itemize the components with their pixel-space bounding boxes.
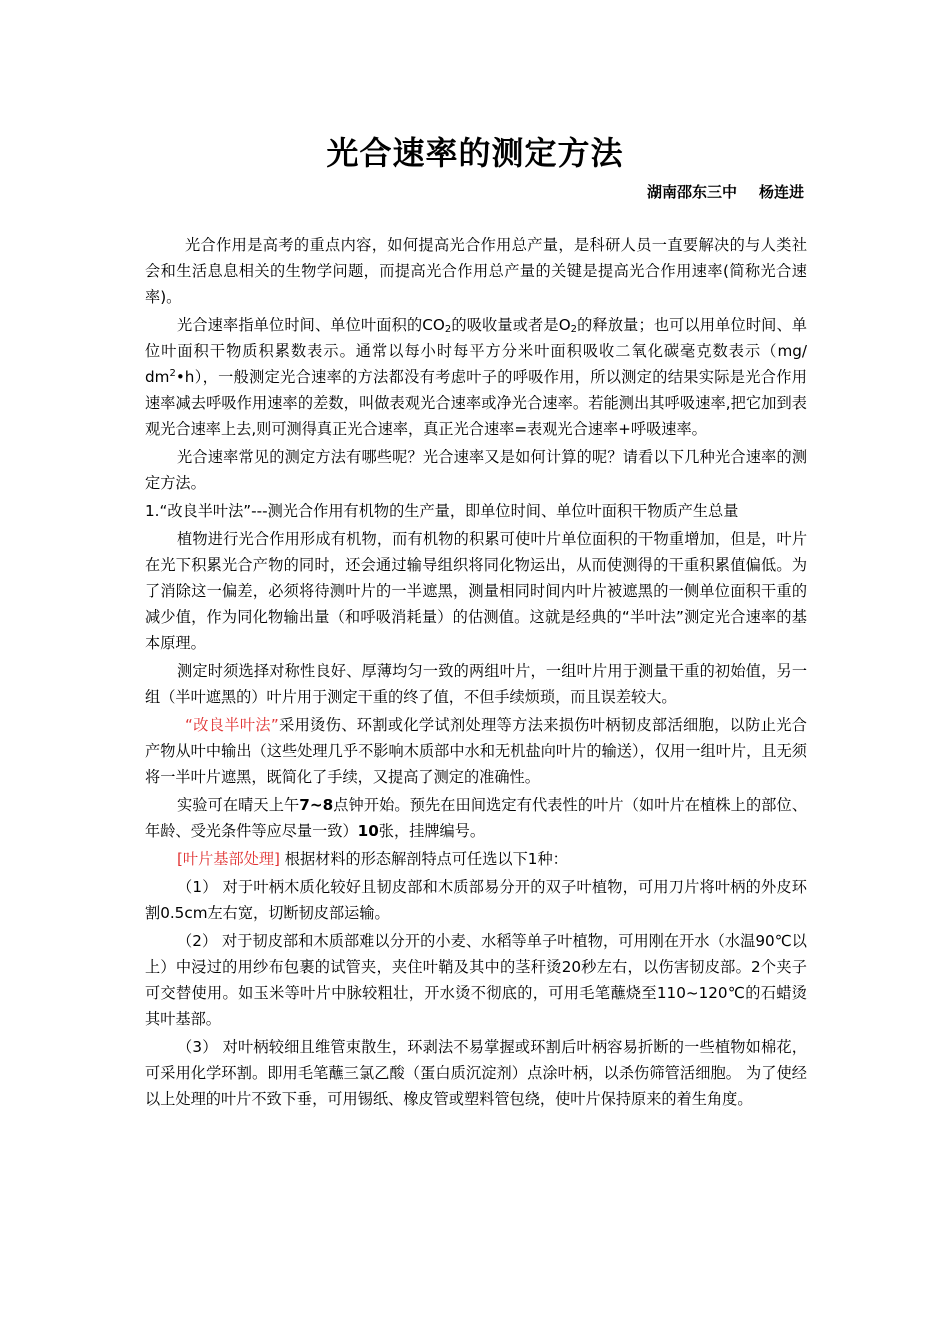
paragraph-experiment-start — [145, 792, 807, 844]
text-segment: 点钟开始。预先在田间选定有代表性的叶片（如叶片在植株上的部位、年龄、受光条件等应尽量一致） — [145, 796, 808, 840]
text-segment: 光合速率指单位时间、单位叶面积的CO — [177, 316, 445, 334]
subscript: 2 — [570, 324, 578, 335]
paragraph-intro: 光合作用是高考的重点内容，如何提高光合作用总产量，是科研人员一直要解决的与人类社会和生活息息相关的生物学问题，而提高光合作用总产量的关键是提高光合作用速率(简称光合速率)。 — [145, 236, 807, 306]
highlight-term: [叶片基部处理] — [177, 850, 280, 868]
author-school: 湖南邵东三中 — [646, 183, 737, 201]
text-segment: •h），一般测定光合速率的方法都没有考虑叶子的呼吸作用，所以测定的结果实际是光合作用速率减去呼吸作用速率的差数，叫做表观光合速率或净光合速率。若能测出其呼吸速率,把它加到表观光合速率上去,则可测得真正光合速率，真正光合速率=表观光合速率+呼吸速率。 — [145, 368, 807, 438]
superscript: 2 — [169, 367, 176, 379]
list-item-3: （3） 对叶柄较细且维管束散生，环剥法不易掌握或环割后叶柄容易折断的一些植物如棉花，可采用化学环割。即用毛笔蘸三氯乙酸（蛋白质沉淀剂）点涂叶柄，以杀伤筛管活细胞。 为了使经以上处理的叶片不致下垂，可用锡纸、橡皮管或塑料管包绕，使叶片保持原来的着生角度。 — [145, 1038, 807, 1108]
subscript: 2 — [444, 324, 452, 335]
paragraph-definition — [145, 312, 807, 442]
paragraph-improved-method — [145, 712, 807, 790]
paragraph-principle: 植物进行光合作用形成有机物，而有机物的积累可使叶片单位面积的干物重增加，但是，叶片在光下积累光合产物的同时，还会通过输导组织将同化物运出，从而使测得的干重积累值偏低。为了消除这一偏差，必须将待测叶片的一半遮黑，测量相同时间内叶片被遮黑的一侧单位面积干重的减少值，作为同化物输出量（和呼吸消耗量）的估测值。这就是经典的“半叶法”测定光合速率的基本原理。 — [145, 530, 807, 652]
text-segment: 采用烫伤、环割或化学试剂处理等方法来损伤叶柄韧皮部活细胞，以防止光合产物从叶中输出（这些处理几乎不影响木质部中水和无机盐向叶片的输送），仅用一组叶片，且无须将一半叶片遮黑，既简化了手续，又提高了测定的准确性。 — [145, 716, 807, 786]
text-segment: 的吸收量或者是O — [451, 316, 571, 334]
section-heading: 1.“改良半叶法”---测光合作用有机物的生产量，即单位时间、单位叶面积干物质产生总量 — [145, 502, 739, 520]
highlight-term: “改良半叶法” — [185, 716, 279, 734]
text-segment: 根据材料的形态解剖特点可任选以下1种： — [279, 850, 568, 868]
bold-value: 10 — [357, 822, 379, 840]
document-body — [145, 232, 807, 1114]
text-segment: 张，挂牌编号。 — [378, 822, 486, 840]
paragraph-leaf-base-treatment — [145, 846, 807, 872]
author-line — [647, 181, 804, 202]
paragraph-question: 光合速率常见的测定方法有哪些呢？光合速率又是如何计算的呢？请看以下几种光合速率的测定方法。 — [145, 448, 807, 492]
text-segment: 的释放量；也可以用单位时间、单位叶面积干物质积累数表示。通常以每小时每平方分米叶面积吸收二氧化碳毫克数表示（mg/ dm — [145, 316, 807, 386]
document-title: 光合速率的测定方法 — [326, 134, 624, 172]
list-item-1: （1） 对于叶柄木质化较好且韧皮部和木质部易分开的双子叶植物，可用刀片将叶柄的外皮环割0.5cm左右宽，切断韧皮部运输。 — [145, 878, 807, 922]
paragraph-procedure: 测定时须选择对称性良好、厚薄均匀一致的两组叶片，一组叶片用于测量干重的初始值，另一组（半叶遮黑的）叶片用于测定干重的终了值，不但手续烦琐，而且误差较大。 — [145, 662, 807, 706]
bold-value: 7~8 — [299, 796, 334, 814]
list-item-2: （2） 对于韧皮部和木质部难以分开的小麦、水稻等单子叶植物，可用刚在开水（水温90℃以上）中浸过的用纱布包裹的试管夹，夹住叶鞘及其中的茎秆烫20秒左右，以伤害韧皮部。2个夹子可交替使用。如玉米等叶片中脉较粗壮，开水烫不彻底的，可用毛笔蘸烧至110~120℃的石蜡烫其叶基部。 — [145, 932, 807, 1028]
author-name: 杨连进 — [758, 183, 804, 201]
text-segment: 实验可在晴天上午 — [177, 796, 300, 814]
